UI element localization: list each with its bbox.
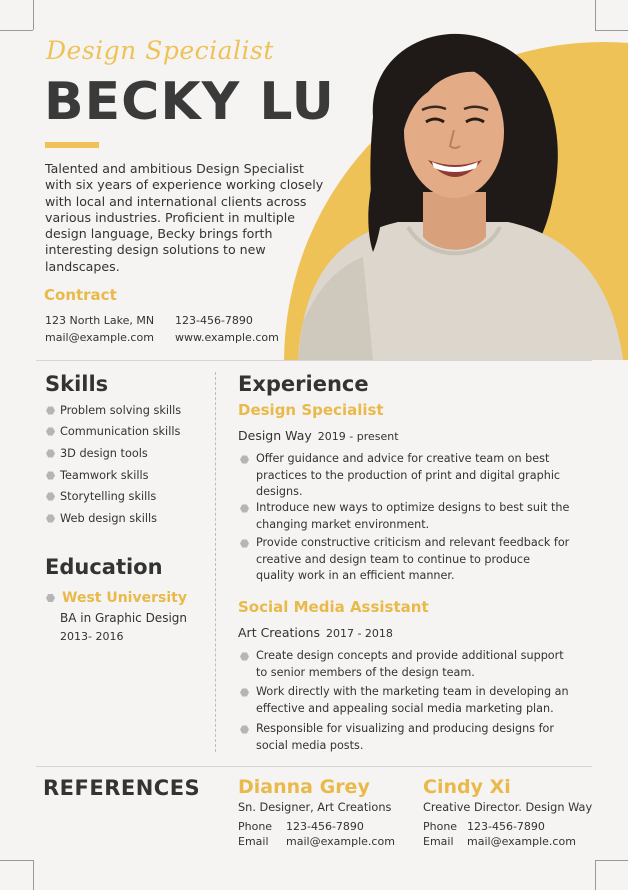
job-role: Social Media Assistant [238, 598, 429, 616]
hexagon-bullet-icon [46, 406, 55, 415]
education-degree: BA in Graphic Design [60, 611, 187, 625]
experience-heading: Experience [238, 372, 369, 396]
crop-mark [0, 30, 33, 31]
hexagon-bullet-icon [46, 471, 55, 480]
crop-mark [33, 860, 34, 890]
contact-heading: Contract [44, 286, 117, 304]
crop-mark [33, 0, 34, 30]
job-company: Design Way 2019 - present [238, 428, 399, 443]
crop-mark [595, 860, 628, 861]
contact-website: www.example.com [175, 331, 279, 344]
job-bullet: Introduce new ways to optimize designs to best suit the changing market environment. [240, 500, 570, 533]
skill-item: Web design skills [46, 512, 157, 525]
education-years: 2013- 2016 [60, 630, 124, 643]
name-underline [45, 142, 99, 148]
reference-name: Cindy Xi [423, 776, 511, 798]
job-bullet: Create design concepts and provide additional support to senior members of the design team. [240, 648, 570, 681]
reference-phone-label: Phone [423, 820, 458, 833]
reference-role: Creative Director. Design Way [423, 801, 593, 814]
job-bullet: Provide constructive criticism and relevant feedback for creative and design team to continue to produce quality work in an efficient manner. [240, 535, 570, 585]
job-company: Art Creations 2017 - 2018 [238, 625, 393, 640]
hexagon-bullet-icon [240, 455, 249, 464]
hexagon-bullet-icon [240, 539, 249, 548]
crop-mark [0, 860, 33, 861]
reference-email: mail@example.com [467, 835, 576, 848]
hexagon-bullet-icon [46, 514, 55, 523]
skill-item: 3D design tools [46, 447, 148, 460]
hexagon-bullet-icon [46, 594, 55, 603]
contact-phone: 123-456-7890 [175, 314, 253, 327]
skills-heading: Skills [45, 372, 109, 396]
reference-name: Dianna Grey [238, 776, 370, 798]
job-title: Design Specialist [46, 36, 274, 65]
hexagon-bullet-icon [240, 504, 249, 513]
skill-item: Teamwork skills [46, 469, 149, 482]
job-dates: 2019 - present [317, 430, 399, 443]
references-heading: REFERENCES [43, 776, 201, 800]
hexagon-bullet-icon [240, 652, 249, 661]
job-bullet: Offer guidance and advice for creative team on best practices to the production of print and digital graphic designs. [240, 451, 570, 501]
job-dates: 2017 - 2018 [325, 627, 393, 640]
education-school: West University [46, 590, 187, 606]
summary-text: Talented and ambitious Design Specialist with six years of experience working closely with local and international clients across various industries. Proficient in multiple design language, Becky brings forth interesting design solutions to new landscapes. [45, 161, 324, 274]
hexagon-bullet-icon [46, 427, 55, 436]
reference-phone: 123-456-7890 [467, 820, 545, 833]
reference-email-label: Email [423, 835, 454, 848]
job-bullet: Work directly with the marketing team in developing an effective and appealing social media marketing plan. [240, 684, 570, 717]
contact-email: mail@example.com [45, 331, 154, 344]
skill-item: Communication skills [46, 425, 180, 438]
job-role: Design Specialist [238, 401, 384, 419]
reference-email-label: Email [238, 835, 269, 848]
skill-item: Problem solving skills [46, 404, 181, 417]
candidate-name: BECKY LU [44, 72, 335, 132]
education-heading: Education [45, 555, 163, 579]
column-divider [215, 372, 216, 752]
reference-email: mail@example.com [286, 835, 395, 848]
reference-role: Sn. Designer, Art Creations [238, 801, 392, 814]
reference-phone: 123-456-7890 [286, 820, 364, 833]
hexagon-bullet-icon [240, 688, 249, 697]
hexagon-bullet-icon [46, 449, 55, 458]
job-bullet: Responsible for visualizing and producing designs for social media posts. [240, 721, 570, 754]
hexagon-bullet-icon [240, 725, 249, 734]
divider [36, 766, 592, 767]
divider [36, 360, 592, 361]
crop-mark [595, 860, 596, 890]
contact-address: 123 North Lake, MN [45, 314, 155, 327]
hexagon-bullet-icon [46, 492, 55, 501]
skill-item: Storytelling skills [46, 490, 156, 503]
reference-phone-label: Phone [238, 820, 273, 833]
